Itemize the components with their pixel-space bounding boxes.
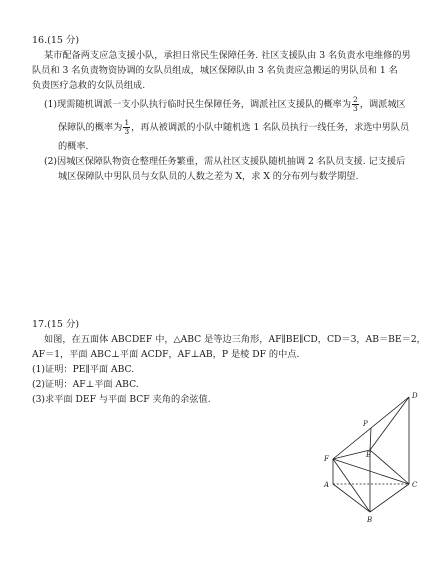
- edge-BC: [370, 484, 409, 512]
- label-D: D: [412, 392, 418, 400]
- q17-part-1: (1)证明：PE∥平面 ABC.: [32, 364, 135, 375]
- edge-FB: [333, 459, 370, 512]
- q16-part-2-line-2: 城区保障队中男队员与女队员的人数之差为 X，求 X 的分布列与数学期望.: [58, 171, 359, 182]
- edge-AB: [333, 484, 370, 512]
- label-P: P: [363, 420, 368, 428]
- q16-part-2-line-1: (2)因城区保障队物资仓整理任务繁重，需从社区支援队随机抽调 2 名队员支援. 记支援后: [44, 156, 406, 167]
- q17-part-3: (3)求平面 DEF 与平面 BCF 夹角的余弦值.: [32, 394, 211, 405]
- q16-part-1-line-1: [44, 96, 447, 113]
- q16-stem-line-3: 负责医疗急救的女队员组成.: [32, 80, 146, 91]
- segment-PE: [370, 428, 371, 450]
- q16-part-1-text-b: ，调派城区: [359, 99, 406, 110]
- edge-FC: [333, 459, 409, 484]
- q16-part-1-line-2: [58, 119, 447, 136]
- q16-part-1-text-c: 保障队的概率为: [58, 122, 123, 133]
- label-E: E: [366, 451, 372, 459]
- fraction-two-thirds: $\frac{2}{3}$: [353, 95, 358, 113]
- q16-part-1-line-3: 的概率.: [58, 141, 89, 152]
- q16-part-1-text-d: ，再从被调派的小队中随机选 1 名队员执行一线任务，求选中男队员: [131, 122, 410, 133]
- fraction-one-third: $\frac{1}{3}$: [124, 118, 130, 136]
- q16-header: 16.(15 分): [32, 35, 80, 46]
- label-C: C: [412, 481, 418, 489]
- edge-EC: [370, 450, 409, 484]
- label-B: B: [367, 516, 373, 524]
- q17-stem-line-1: 如图，在五面体 ABCDEF 中，△ABC 是等边三角形，AF∥BE∥CD，CD＝3，AB＝BE＝2，: [44, 334, 426, 345]
- q16-part-1-text-a: (1)现需随机调派一支小队执行临时民生保障任务，调派社区支援队的概率为: [44, 99, 352, 110]
- edge-ED: [370, 397, 409, 450]
- q16-stem-line-1: 某市配备两支应急支援小队，承担日常民生保障任务. 社区支援队由 3 名负责水电维修的男: [44, 50, 411, 61]
- q16-stem-line-2: 队员和 3 名负责物资协调的女队员组成，城区保障队由 3 名负责应急搬运的男队员和 1 名: [32, 65, 398, 76]
- q17-stem-line-2: AF＝1，平面 ABC⊥平面 ACDF，AF⊥AB，P 是棱 DF 的中点.: [32, 349, 300, 360]
- label-A: A: [324, 481, 330, 489]
- q17-part-2: (2)证明：AF⊥平面 ABC.: [32, 379, 139, 390]
- pentahedron-figure: [315, 388, 425, 538]
- q17-header: 17.(15 分): [32, 319, 80, 330]
- label-F: F: [324, 455, 329, 463]
